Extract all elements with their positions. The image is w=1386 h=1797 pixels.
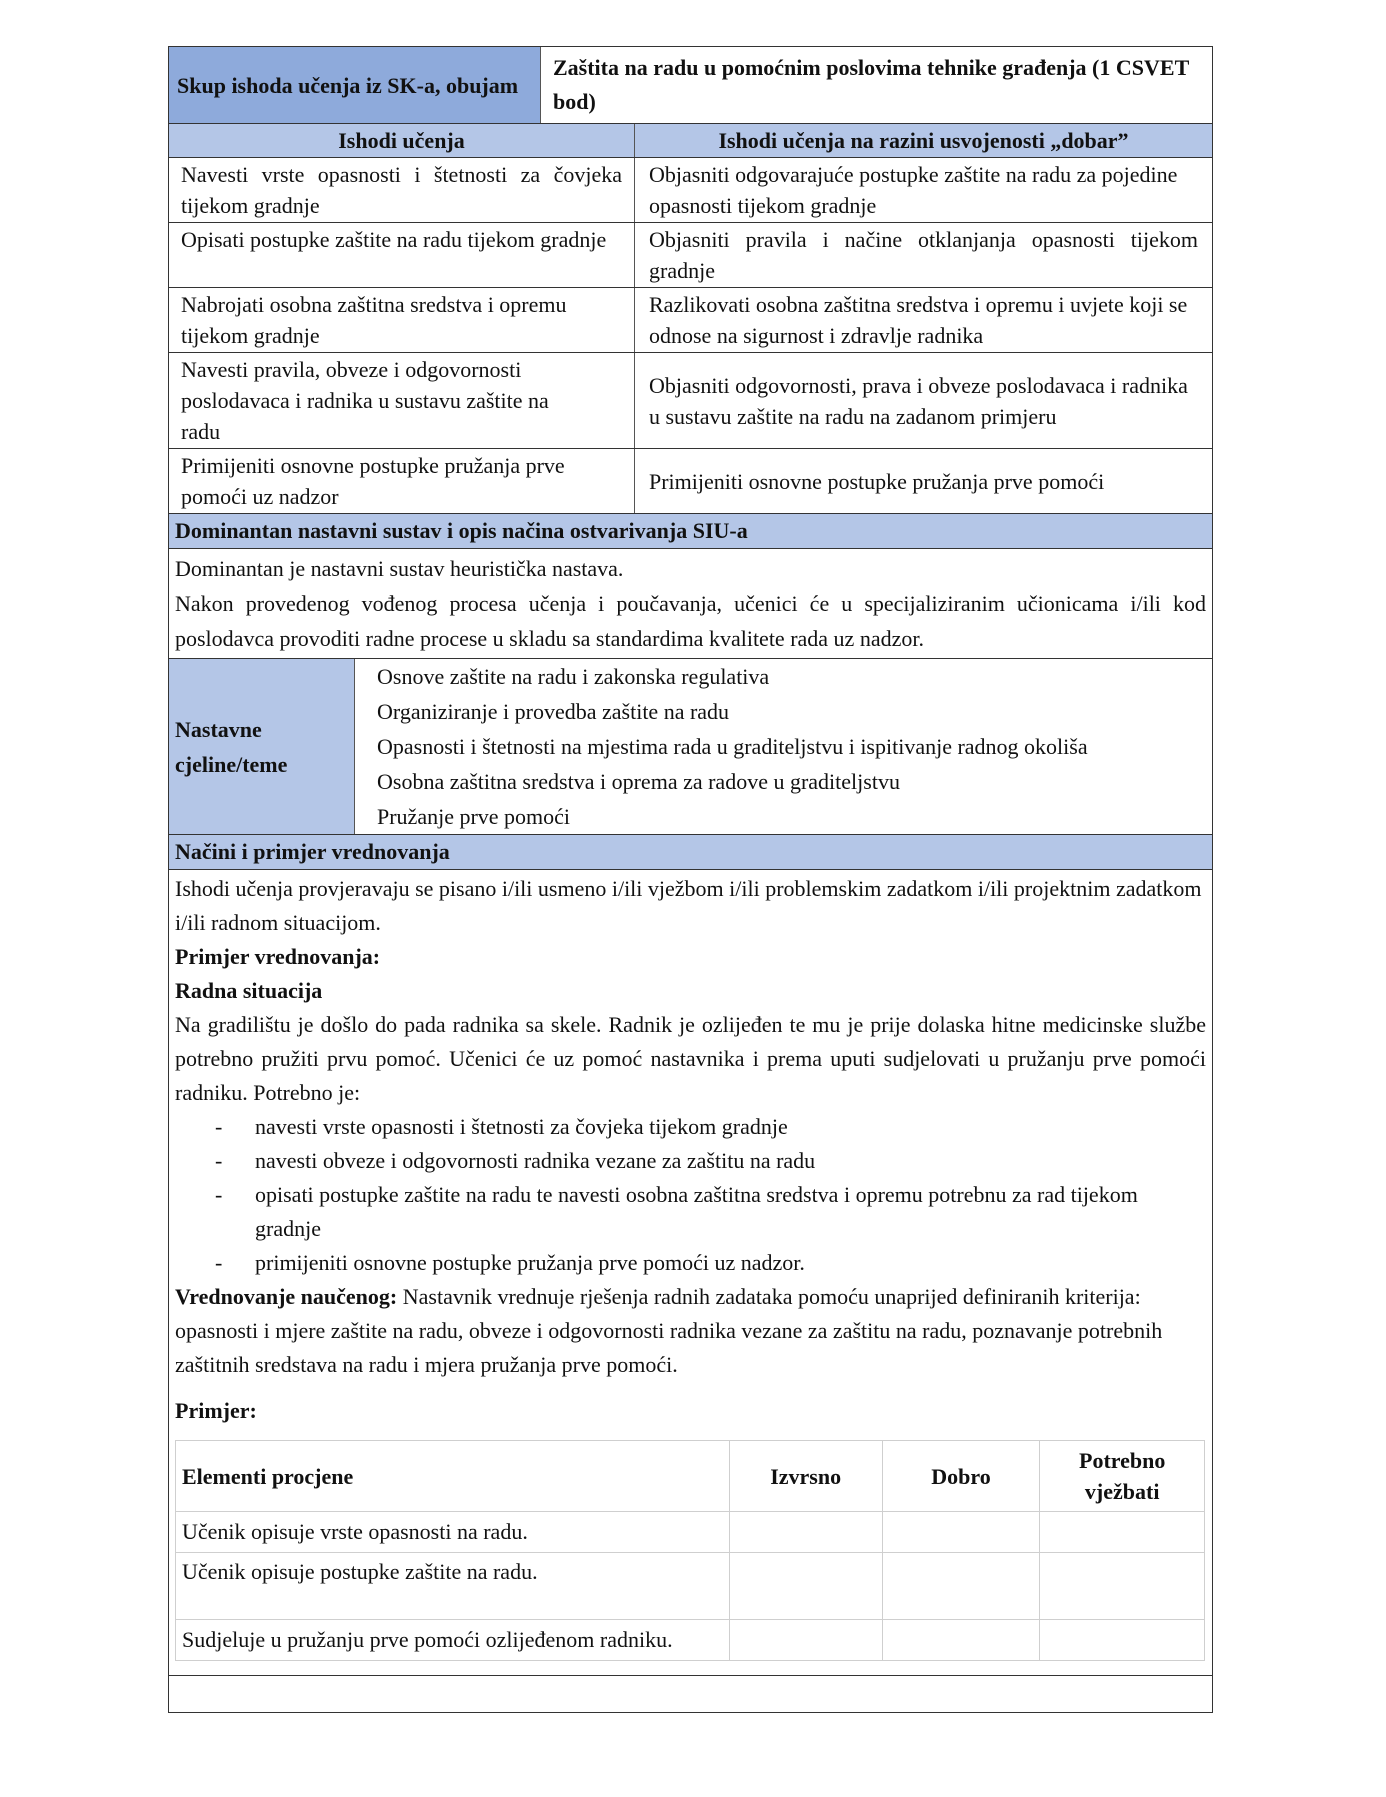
- outcomes-col-left: Ishodi učenja: [169, 124, 635, 157]
- bullet-marker: -: [215, 1250, 223, 1275]
- outcome-left: Navesti vrste opasnosti i štetnosti za čovjeka tijekom gradnje: [169, 158, 635, 222]
- bullet-text: navesti vrste opasnosti i štetnosti za čovjeka tijekom gradnje: [255, 1114, 788, 1139]
- example-heading: Primjer vrednovanja:: [175, 944, 381, 969]
- rubric-header-practice: Potrebno vježbati: [1040, 1441, 1205, 1512]
- topic-item: Organiziranje i provedba zaštite na radu: [377, 699, 730, 724]
- evaluation-intro: Ishodi učenja provjeravaju se pisano i/ili usmeno i/ili vježbom i/ili problemskim zadatkom i/ili projektnim zadatkom i/ili radnom situacijom.: [175, 876, 1202, 935]
- dominant-title-row: [169, 514, 1212, 549]
- evaluation-body: [169, 870, 1212, 1675]
- outcome-left: Navesti pravila, obveze i odgovornosti poslodavaca i radnika u sustavu zaštite na radu: [169, 353, 635, 448]
- rubric-element: Učenik opisuje postupke zaštite na radu.: [176, 1553, 730, 1620]
- topics-label: Nastavne cjeline/teme: [169, 659, 355, 834]
- header-row: [169, 47, 1212, 124]
- spacer: [175, 1382, 1206, 1394]
- task-bullet: [175, 1178, 1206, 1246]
- bullet-text: navesti obveze i odgovornosti radnika vezane za zaštitu na radu: [255, 1148, 816, 1173]
- header-title: Zaštita na radu u pomoćnim poslovima tehnike građenja (1 CSVET bod): [553, 55, 1189, 114]
- outcome-row: [169, 223, 1212, 288]
- rubric-row: [176, 1553, 1205, 1620]
- rubric-header-good: Dobro: [882, 1441, 1040, 1512]
- outcome-left: Nabrojati osobna zaštitna sredstva i opremu tijekom gradnje: [169, 288, 635, 352]
- task-bullet: [175, 1246, 1206, 1280]
- evaluation-body-row: [169, 870, 1212, 1676]
- rubric-table: [175, 1440, 1205, 1661]
- outcomes-col-right: Ishodi učenja na razini usvojenosti „dobar”: [718, 128, 1129, 153]
- rubric-element: Učenik opisuje vrste opasnosti na radu.: [176, 1512, 730, 1553]
- bullet-text: opisati postupke zaštite na radu te navesti osobna zaštitna sredstva i opremu potrebnu za rad tijekom gradnje: [255, 1182, 1138, 1241]
- empty-footer-row: [169, 1676, 1212, 1712]
- rubric-cell-good[interactable]: [882, 1620, 1040, 1661]
- rubric-cell-practice[interactable]: [1040, 1553, 1205, 1620]
- rubric-header-excellent: Izvrsno: [729, 1441, 882, 1512]
- outcome-right: Objasniti pravila i načine otklanjanja opasnosti tijekom gradnje: [649, 227, 1198, 283]
- outcome-row: [169, 158, 1212, 223]
- rubric-cell-good[interactable]: [882, 1553, 1040, 1620]
- rubric-row: [176, 1512, 1205, 1553]
- dominant-body-row: [169, 549, 1212, 659]
- outcomes-header-row: [169, 124, 1212, 158]
- outcome-row: [169, 288, 1212, 353]
- outcome-right: Objasniti odgovornosti, prava i obveze poslodavaca i radnika u sustavu zaštite na radu na zadanom primjeru: [649, 372, 1188, 429]
- bullet-marker: -: [215, 1114, 223, 1139]
- sample-heading: Primjer:: [175, 1398, 257, 1423]
- situation-text: Na gradilištu je došlo do pada radnika sa skele. Radnik je ozlijeđen te mu je prije dolaska hitne medicinske službe potrebno pružiti prvu pomoć. Učenici će uz pomoć nastavnika i prema uputi sudjelovati u pružanju prve pomoći radniku. Potrebno je:: [175, 1012, 1206, 1105]
- evaluation-title-row: [169, 835, 1212, 870]
- topics-row: [169, 659, 1212, 835]
- evaluation-title: Načini i primjer vrednovanja: [175, 839, 450, 864]
- outcome-right: Razlikovati osobna zaštitna sredstva i opremu i uvjete koji se odnose na sigurnost i zdravlje radnika: [649, 292, 1188, 348]
- outcome-left: Opisati postupke zaštite na radu tijekom gradnje: [169, 223, 635, 287]
- rubric-cell-excellent[interactable]: [729, 1512, 882, 1553]
- outcome-right: Objasniti odgovarajuće postupke zaštite na radu za pojedine opasnosti tijekom gradnje: [649, 162, 1178, 218]
- assessment-label: Vrednovanje naučenog:: [175, 1284, 398, 1309]
- rubric-element: Sudjeluje u pružanju prve pomoći ozlijeđenom radniku.: [176, 1620, 730, 1661]
- rubric-cell-practice[interactable]: [1040, 1512, 1205, 1553]
- outcome-row: [169, 449, 1212, 514]
- dominant-line-2: Nakon provedenog vođenog procesa učenja i poučavanja, učenici će u specijaliziranim učionicama i/ili kod poslodavca provoditi radne procese u skladu sa standardima kvalitete rada uz nadzor.: [175, 591, 1206, 651]
- rubric-header-row: [176, 1441, 1205, 1512]
- dominant-title: Dominantan nastavni sustav i opis načina ostvarivanja SIU-a: [175, 518, 748, 543]
- topic-item: Pružanje prve pomoći: [377, 804, 571, 829]
- topics-list: [355, 659, 1212, 834]
- rubric-cell-excellent[interactable]: [729, 1620, 882, 1661]
- rubric-header-elements: Elementi procjene: [176, 1441, 730, 1512]
- assessment-text: Nastavnik vrednuje rješenja radnih zadataka pomoću unaprijed definiranih kriterija: opasnosti i mjere zaštite na radu, obveze i odgovornosti radnika vezane za zaštitu na radu, poznavanje potrebnih zaštitnih sredstava na radu i mjera pružanja prve pomoći.: [175, 1284, 1163, 1377]
- situation-heading: Radna situacija: [175, 978, 323, 1003]
- topic-item: Opasnosti i štetnosti na mjestima rada u graditeljstvu i ispitivanje radnog okoliša: [377, 734, 1088, 759]
- bullet-text: primijeniti osnovne postupke pružanja prve pomoći uz nadzor.: [255, 1250, 805, 1275]
- outcome-row: [169, 353, 1212, 449]
- bullet-marker: -: [215, 1182, 223, 1207]
- dominant-line-1: Dominantan je nastavni sustav heuristička nastava.: [175, 556, 624, 581]
- outcome-left: Primijeniti osnovne postupke pružanja prve pomoći uz nadzor: [169, 449, 635, 513]
- rubric-cell-excellent[interactable]: [729, 1553, 882, 1620]
- rubric-cell-practice[interactable]: [1040, 1620, 1205, 1661]
- rubric-row: [176, 1620, 1205, 1661]
- task-bullet: [175, 1144, 1206, 1178]
- dominant-body: [169, 549, 1212, 658]
- topic-item: Osnove zaštite na radu i zakonska regulativa: [377, 664, 770, 689]
- rubric-cell-good[interactable]: [882, 1512, 1040, 1553]
- outcome-right: Primijeniti osnovne postupke pružanja prve pomoći: [649, 468, 1105, 494]
- header-label: Skup ishoda učenja iz SK-a, obujam: [169, 47, 541, 123]
- assessment-paragraph: [175, 1280, 1206, 1382]
- task-bullet: [175, 1110, 1206, 1144]
- topic-item: Osobna zaštitna sredstva i oprema za radove u graditeljstvu: [377, 769, 900, 794]
- curriculum-table: [168, 46, 1213, 1713]
- bullet-marker: -: [215, 1148, 223, 1173]
